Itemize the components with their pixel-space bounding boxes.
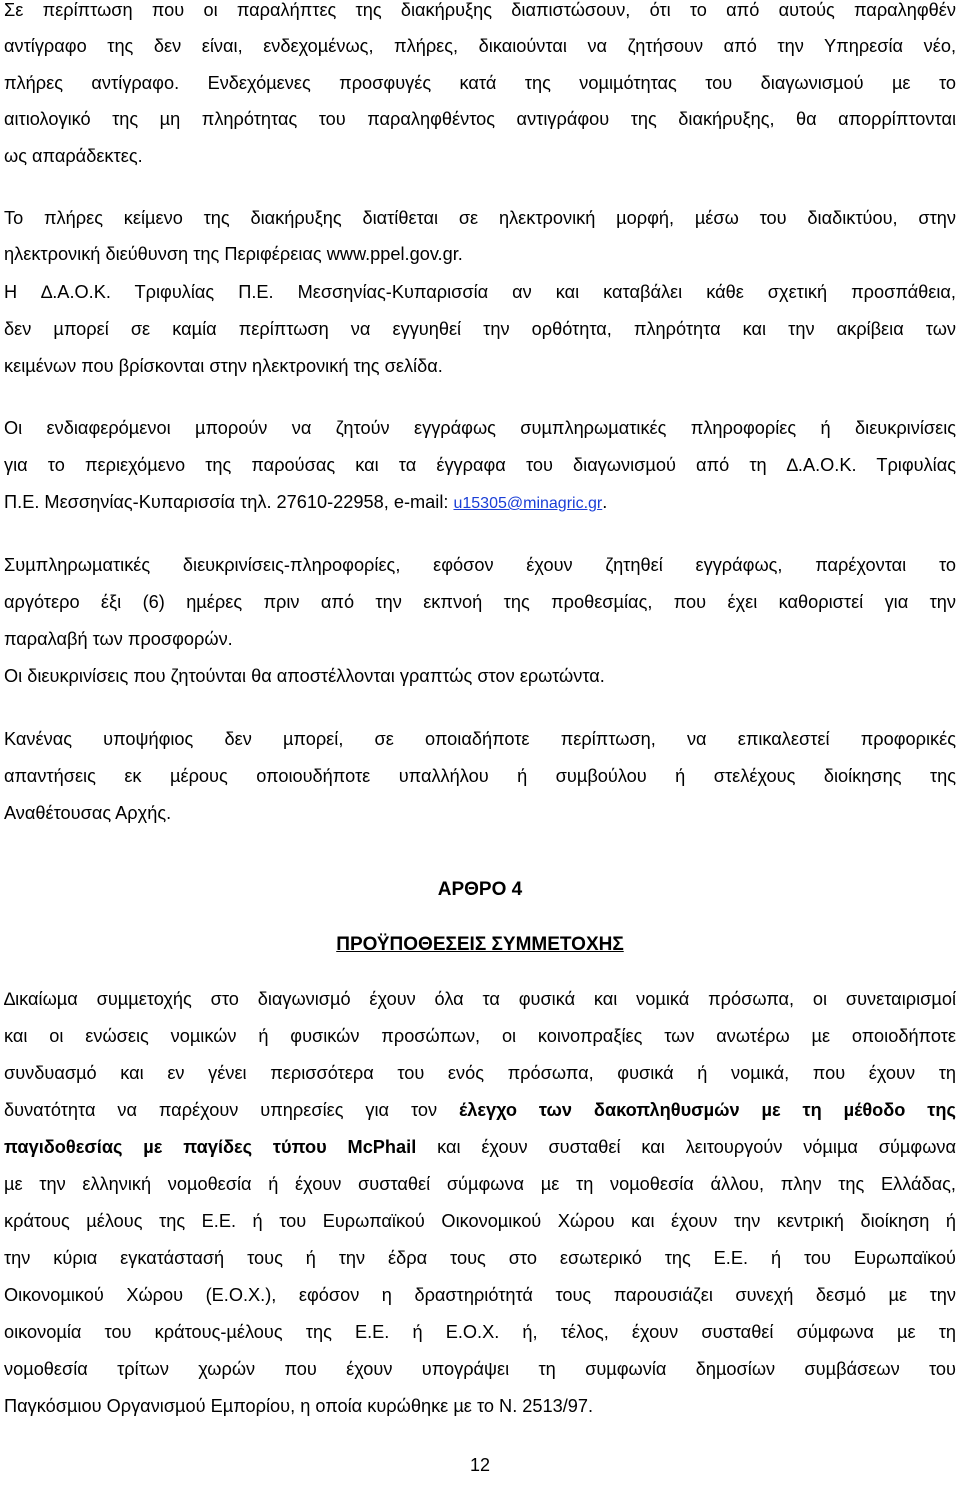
legal-text: και έχουν συσταθεί και λειτουργούν νόµιµα σύµφωνα [416,1137,956,1157]
paragraph-1-line-1: Σε περίπτωση που οι παραλήπτες της διακήρυξης διαπιστώσουν, ότι το από αυτούς παραληφθέν [4,0,956,20]
contact-text: Π.Ε. Μεσσηνίας-Κυπαρισσία τηλ. 27610-22958, e-mail: [4,492,454,512]
paragraph-4-line-1: Οι ενδιαφερόµενοι µπορούν να ζητούν εγγράφως συµπληρωµατικές πληροφορίες ή διευκρινίσεις [4,418,956,438]
participation-text: δυνατότητα να παρέχουν υπηρεσίες για τον [4,1100,460,1120]
participation-bold-text: έλεγχο των δακοπληθυσµών µε τη µέθοδο της [459,1100,956,1120]
paragraph-6-line-3: Αναθέτουσας Αρχής. [4,803,172,823]
paragraph-4-line-3 [4,490,956,516]
paragraph-1-line-5: ως απαράδεκτες. [4,146,143,166]
paragraph-1-line-3: πλήρες αντίγραφο. Ενδεχόµενες προσφυγές κατά της νοµιµότητας του διαγωνισµού µε το [4,73,956,93]
paragraph-7-line-10: οικονοµία του κράτους-µέλους της Ε.Ε. ή Ε.Ο.Χ. ή, τέλος, έχουν συσταθεί σύµφωνα µε τη [4,1322,956,1342]
paragraph-2-line-2: ηλεκτρονική διεύθυνση της Περιφέρειας www.ppel.gov.gr. [4,244,463,264]
paragraph-3-line-3: κειµένων που βρίσκονται στην ηλεκτρονική της σελίδα. [4,356,443,376]
paragraph-7-line-7: κράτους µέλους της Ε.Ε. ή του Ευρωπαϊκού Οικονοµικού Χώρου και έχουν την κεντρική διοίκηση ή [4,1211,956,1231]
paragraph-4-line-2: για το περιεχόµενο της παρούσας και τα έγγραφα του διαγωνισµού από τη ∆.Α.Ο.Κ. Τριφυλίας [4,455,956,475]
article-title [4,933,956,957]
paragraph-3-line-1: Η ∆.Α.Ο.Κ. Τριφυλίας Π.Ε. Μεσσηνίας-Κυπαρισσία αν και καταβάλει κάθε σχετική προσπάθεια, [4,282,956,302]
paragraph-3-line-2: δεν µπορεί σε καµία περίπτωση να εγγυηθεί την ορθότητα, πληρότητα και την ακρίβεια των [4,319,956,339]
paragraph-7-line-11: νοµοθεσία τρίτων χωρών που έχουν υπογράψει τη συµφωνία δηµοσίων συµβάσεων του [4,1359,956,1379]
document-page [4,0,956,1486]
paragraph-7-line-3: συνδυασµό και εν γένει περισσότερα του ενός πρόσωπα, φυσικά ή νοµικά, που έχουν τη [4,1063,956,1083]
paragraph-7-line-9: Οικονοµικού Χώρου (Ε.Ο.Χ.), εφόσον η δραστηριότητά τους παρουσιάζει συνεχή δεσµό µε την [4,1285,956,1305]
paragraph-2-line-1: Το πλήρες κείµενο της διακήρυξης διατίθεται σε ηλεκτρονική µορφή, µέσω του διαδικτύου, στην [4,208,956,228]
paragraph-7-line-4 [4,1098,956,1122]
paragraph-1-line-2: αντίγραφο της δεν είναι, ενδεχοµένως, πλήρες, δικαιούνται να ζητήσουν από την Υπηρεσία νέο, [4,36,956,56]
article-title-text: ΠΡΟΫΠΟΘΕΣΕΙΣ ΣΥΜΜΕΤΟΧΗΣ [336,934,624,955]
trap-method-bold-text: παγιδοθεσίας µε παγίδες τύπου McPhail [4,1137,417,1157]
paragraph-5-line-4: Οι διευκρινίσεις που ζητούνται θα αποστέλλονται γραπτώς στον ερωτώντα. [4,666,605,686]
paragraph-1-line-4: αιτιολογικό της µη πληρότητας του παραληφθέντος αντιγράφου της διακήρυξης, θα απορρίπτονται [4,109,956,129]
paragraph-6-line-1: Κανένας υποψήφιος δεν µπορεί, σε οποιαδήποτε περίπτωση, να επικαλεστεί προφορικές [4,729,956,749]
paragraph-6-line-2: απαντήσεις εκ µέρους οποιουδήποτε υπαλλήλου ή συµβούλου ή στελέχους διοίκησης της [4,766,956,786]
paragraph-7-line-12: Παγκόσµιου Οργανισµού Εµπορίου, η οποία κυρώθηκε µε το Ν. 2513/97. [4,1396,594,1416]
paragraph-7-line-6: µε την ελληνική νοµοθεσία ή έχουν συσταθεί σύµφωνα µε τη νοµοθεσία άλλου, πλην της Ελλάδας, [4,1174,956,1194]
contact-end: . [602,492,608,512]
article-number: ΑΡΘΡΟ 4 [437,879,523,900]
paragraph-5-line-1: Συµπληρωµατικές διευκρινίσεις-πληροφορίες, εφόσον έχουν ζητηθεί εγγράφως, παρέχονται το [4,555,956,575]
paragraph-7-line-5 [4,1135,956,1159]
paragraph-5-line-2: αργότερο έξι (6) ηµέρες πριν από την εκπνοή της προθεσµίας, που έχει καθοριστεί για την [4,592,956,612]
paragraph-7-line-2: και οι ενώσεις νοµικών ή φυσικών προσώπων, οι κοινοπραξίες των ανωτέρω µε οποιοδήποτε [4,1026,956,1046]
page-number: 12 [469,1455,491,1475]
email-link[interactable]: u15305@minagric.gr [453,495,603,512]
paragraph-5-line-3: παραλαβή των προσφορών. [4,629,233,649]
paragraph-7-line-8: την κύρια εγκατάστασή τους ή την έδρα τους στο εσωτερικό της Ε.Ε. ή του Ευρωπαϊκού [4,1248,956,1268]
paragraph-7-line-1: ∆ικαίωµα συµµετοχής στο διαγωνισµό έχουν όλα τα φυσικά και νοµικά πρόσωπα, οι συνεταιρισµοί [4,989,956,1009]
